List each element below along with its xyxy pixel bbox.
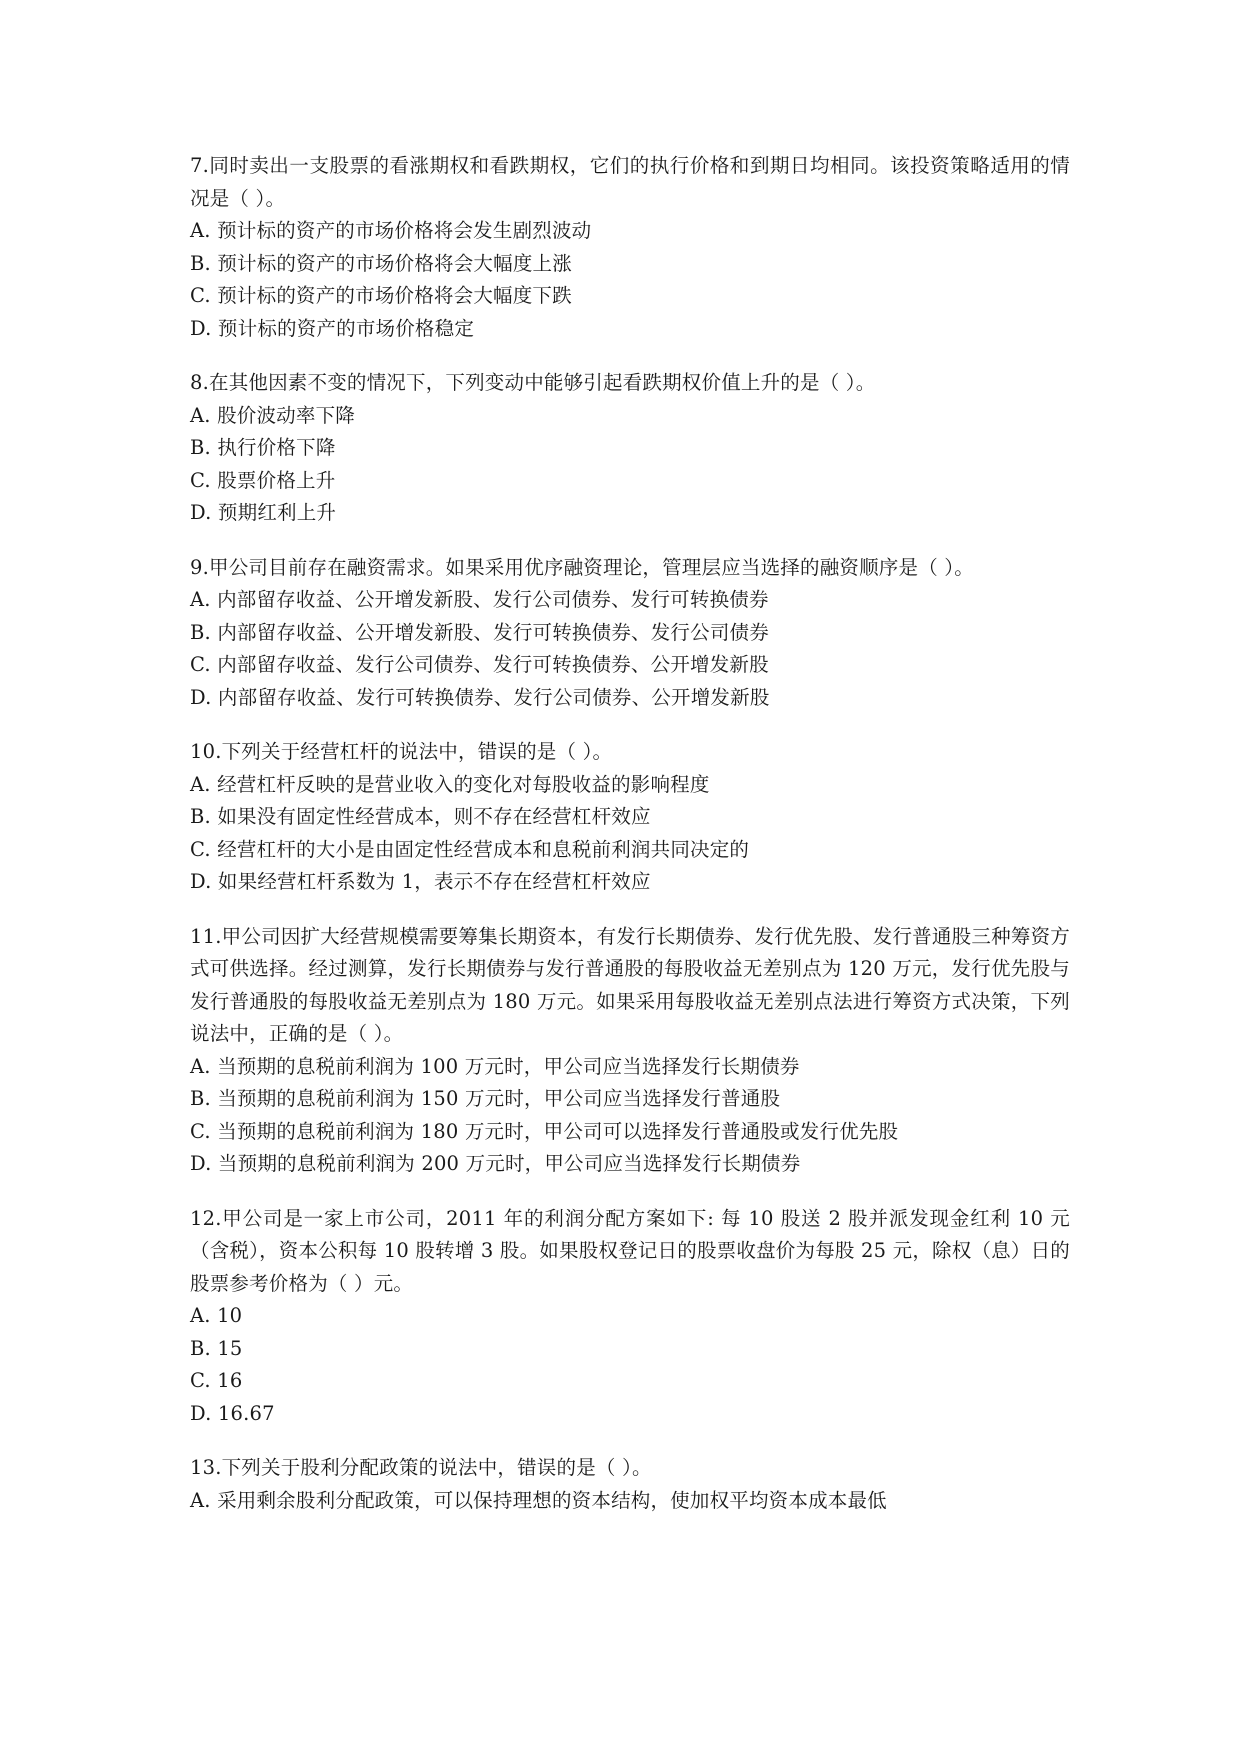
question-list <box>190 150 1070 1539</box>
option-c: C. 内部留存收益、发行公司债券、发行可转换债券、公开增发新股 <box>190 653 769 676</box>
option-d: D. 预期红利上升 <box>190 501 337 524</box>
option-a: A. 经营杠杆反映的是营业收入的变化对每股收益的影响程度 <box>190 772 710 796</box>
option-d: D. 预计标的资产的市场价格稳定 <box>190 316 475 340</box>
option-c: C. 16 <box>190 1369 243 1392</box>
option-d: D. 16.67 <box>190 1401 275 1425</box>
option-a: A. 10 <box>190 1304 243 1327</box>
option-c: C. 当预期的息税前利润为 180 万元时，甲公司可以选择发行普通股或发行优先股 <box>190 1119 899 1143</box>
question-stem: 12.甲公司是一家上市公司，2011 年的利润分配方案如下: 每 10 股送 2 股并派发现金红利 10 元（含税），资本公积每 10 股转增 3 股。如果股权登记日的股票收盘价为每股 25 元，除权（息）日的股票参考价格为（ ）元。 <box>190 1206 1070 1295</box>
question-11 <box>190 921 1070 1181</box>
question-stem: 11.甲公司因扩大经营规模需要筹集长期资本，有发行长期债券、发行优先股、发行普通股三种筹资方式可供选择。经过测算，发行长期债券与发行普通股的每股收益无差别点为 120 万元，发行优先股与发行普通股的每股收益无差别点为 180 万元。如果采用每股收益无差别点法进行筹资方式决策，下列说法中，正确的是（ ）。 <box>190 924 1070 1045</box>
option-b: B. 15 <box>190 1336 243 1360</box>
option-a: A. 采用剩余股利分配政策，可以保持理想的资本结构，使加权平均资本成本最低 <box>190 1488 887 1512</box>
option-a: A. 当预期的息税前利润为 100 万元时，甲公司应当选择发行长期债券 <box>190 1054 800 1078</box>
option-a: A. 股价波动率下降 <box>190 403 355 427</box>
option-c: C. 预计标的资产的市场价格将会大幅度下跌 <box>190 284 572 307</box>
option-b: B. 内部留存收益、公开增发新股、发行可转换债券、发行公司债券 <box>190 620 769 644</box>
option-a: A. 内部留存收益、公开增发新股、发行公司债券、发行可转换债券 <box>190 588 769 611</box>
question-12 <box>190 1203 1070 1431</box>
option-b: B. 如果没有固定性经营成本，则不存在经营杠杆效应 <box>190 805 651 828</box>
option-c: C. 股票价格上升 <box>190 468 336 492</box>
question-7 <box>190 150 1070 345</box>
option-c: C. 经营杠杆的大小是由固定性经营成本和息税前利润共同决定的 <box>190 837 750 861</box>
option-b: B. 当预期的息税前利润为 150 万元时，甲公司应当选择发行普通股 <box>190 1087 781 1110</box>
question-9 <box>190 552 1070 715</box>
option-b: B. 预计标的资产的市场价格将会大幅度上涨 <box>190 251 572 275</box>
question-10 <box>190 736 1070 899</box>
question-stem: 8.在其他因素不变的情况下，下列变动中能够引起看跌期权价值上升的是（ ）。 <box>190 371 876 394</box>
question-stem: 7.同时卖出一支股票的看涨期权和看跌期权，它们的执行价格和到期日均相同。该投资策略适用的情况是（ ）。 <box>190 154 1070 210</box>
option-d: D. 内部留存收益、发行可转换债券、发行公司债券、公开增发新股 <box>190 685 770 709</box>
question-13 <box>190 1452 1070 1517</box>
question-stem: 9.甲公司目前存在融资需求。如果采用优序融资理论，管理层应当选择的融资顺序是（ ）。 <box>190 555 974 579</box>
question-8 <box>190 367 1070 530</box>
option-d: D. 如果经营杠杆系数为 1，表示不存在经营杠杆效应 <box>190 870 651 893</box>
question-stem: 13.下列关于股利分配政策的说法中，错误的是（ ）。 <box>190 1456 652 1479</box>
option-b: B. 执行价格下降 <box>190 436 336 459</box>
option-d: D. 当预期的息税前利润为 200 万元时，甲公司应当选择发行长期债券 <box>190 1152 801 1175</box>
option-a: A. 预计标的资产的市场价格将会发生剧烈波动 <box>190 219 592 242</box>
question-stem: 10.下列关于经营杠杆的说法中，错误的是（ ）。 <box>190 740 613 763</box>
